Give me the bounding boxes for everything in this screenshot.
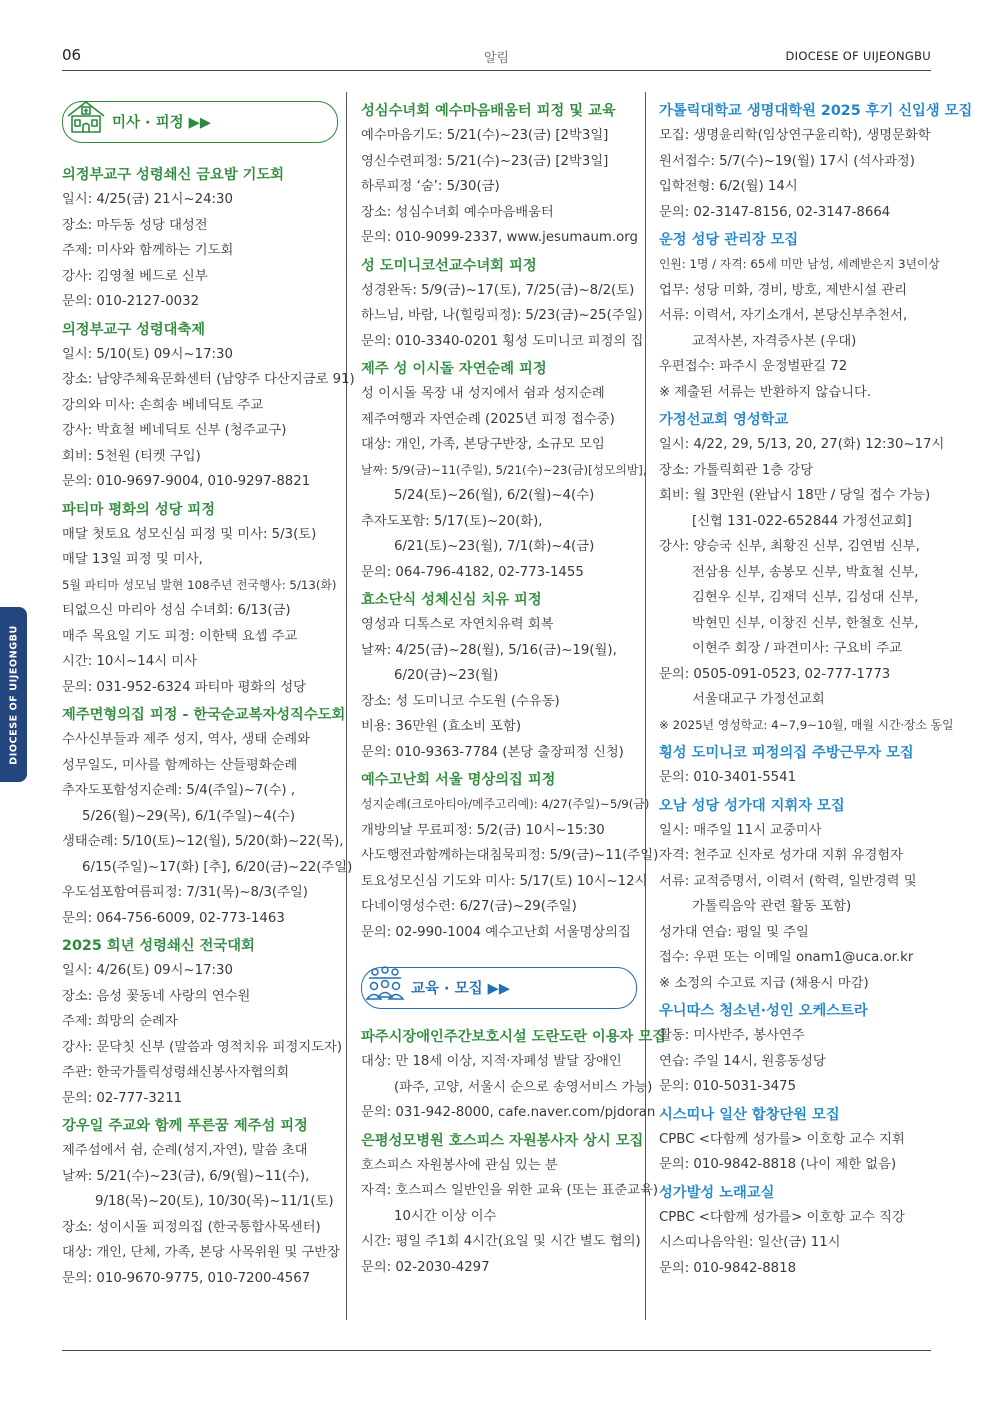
notice-line: 하루피정 ‘숨’: 5/30(금) — [361, 179, 500, 194]
notice-list — [659, 101, 973, 1281]
notice-line: 생태순례: 5/10(토)~12(월), 5/20(화)~22(목), — [62, 834, 344, 849]
notice-line: 주제: 미사와 함께하는 기도회 — [62, 243, 234, 258]
section-label: 알림 — [483, 51, 510, 66]
notice-line: 강의와 미사: 손희송 베네딕토 주교 — [62, 397, 264, 413]
notice-title: 성가발성 노래교실 — [659, 1184, 775, 1201]
notice-line: 매달 첫토요 성모신심 피정 및 미사: 5/3(토) — [62, 526, 317, 542]
notice-line: 문의: 010-3401-5541 — [659, 770, 797, 785]
notice-line: 장소: 음성 꽃동네 사랑의 연수원 — [62, 988, 251, 1004]
notice-line: 일시: 매주일 11시 교중미사 — [659, 822, 822, 838]
notice-line: 회비: 5천원 (티켓 구입) — [62, 448, 201, 464]
notice-section — [659, 410, 954, 738]
education-recruit-banner — [361, 967, 637, 1009]
notice-line: 제주여행과 자연순례 (2025년 피정 접수중) — [361, 411, 615, 427]
notice-title: 제주면형의집 피정 - 한국순교복자성직수도회 — [62, 707, 346, 723]
notice-line: 6/15(주일)~17(화) [추], 6/20(금)~22(주일) — [82, 859, 353, 875]
notice-line: 장소: 성심수녀회 예수마음배움터 — [361, 204, 554, 220]
notice-line: 입학전형: 6/2(월) 14시 — [659, 179, 798, 194]
notice-line: 날짜: 5/9(금)~11(주일), 5/21(수)~23(금)[성모의밤], — [361, 462, 647, 477]
notice-line: 회비: 월 3만원 (완납시 18만 / 당일 접수 가능) — [659, 488, 931, 503]
notice-line: 하느님, 바람, 나(힐링피정): 5/23(금)~25(주일) — [361, 308, 643, 323]
notice-line: 박현민 신부, 이창진 신부, 한철호 신부, — [692, 615, 919, 631]
notice-line: 서류: 이력서, 자기소개서, 본당신부추천서, — [659, 308, 908, 323]
notice-list — [62, 165, 355, 1291]
notice-line: 6/20(금)~23(월) — [394, 668, 499, 683]
notice-line: 주관: 한국가톨릭성령쇄신봉사자협의회 — [62, 1065, 290, 1080]
notice-line: 서류: 교적증명서, 이력서 (학력, 일반경력 및 — [659, 873, 917, 889]
notice-line: 연습: 주일 14시, 원흥동성당 — [659, 1053, 826, 1069]
notice-title: 성심수녀회 예수마음배움터 피정 및 교육 — [361, 103, 616, 119]
notice-section — [62, 165, 338, 315]
notice-line: ※ 제출된 서류는 반환하지 않습니다. — [659, 384, 872, 400]
notice-title: 의정부교구 성령쇄신 금요밤 기도회 — [62, 167, 285, 183]
notice-section — [361, 359, 647, 585]
notice-line: 성무일도, 미사를 함께하는 산들평화순례 — [62, 757, 298, 773]
notice-line: 장소: 남양주체육문화센터 (남양주 다산지금로 91) — [62, 372, 355, 387]
notice-title: 강우일 주교와 함께 푸른꿈 제주섬 피정 — [62, 1118, 308, 1134]
notice-line: 성가대 연습: 평일 및 주일 — [659, 924, 809, 940]
notice-section — [361, 101, 637, 251]
notice-line: 추자도포함성지순례: 5/4(주일)~7(수) , — [62, 783, 296, 798]
notice-title: 효소단식 성체신심 치유 피정 — [361, 592, 542, 608]
people-group-icon — [364, 964, 406, 1004]
notice-line: CPBC <다함께 성가를> 이호항 교수 직강 — [659, 1209, 905, 1225]
notice-title: 예수고난회 서울 명상의집 피정 — [361, 772, 556, 788]
notice-line: 모집: 생명윤리학(임상연구윤리학), 생명문화학 — [659, 128, 931, 143]
notice-title: 은평성모병원 호스피스 자원봉사자 상시 모집 — [361, 1132, 644, 1149]
notice-line: 서울대교구 가정선교회 — [692, 692, 825, 707]
notice-section — [361, 590, 637, 765]
notice-line: 문의: 010-9697-9004, 010-9297-8821 — [62, 474, 311, 489]
notice-line: 장소: 성이시돌 피정의집 (한국통합사목센터) — [62, 1219, 321, 1235]
notice-section — [659, 1183, 934, 1282]
notice-line: 문의: 010-2127-0032 — [62, 294, 200, 309]
notice-section — [361, 770, 659, 945]
notice-line: 주제: 희망의 순례자 — [62, 1014, 178, 1029]
notice-line: 문의: 010-9099-2337, www.jesumaum.org — [361, 230, 638, 245]
notice-line: CPBC <다함께 성가를> 이호항 교수 지휘 — [659, 1131, 905, 1147]
notice-line: 문의: 02-2030-4297 — [361, 1259, 490, 1275]
notice-title: 파티마 평화의 성당 피정 — [62, 501, 216, 518]
notice-line: 우편접수: 파주시 운정벌판길 72 — [659, 359, 848, 374]
mass-retreat-banner — [62, 101, 338, 143]
notice-line: 자격: 호스피스 일반인을 위한 교육 (또는 표준교육) — [361, 1183, 659, 1198]
notice-line: 수사신부들과 제주 성지, 역사, 생태 순례와 — [62, 732, 310, 747]
notice-line: 문의: 02-3147-8156, 02-3147-8664 — [659, 204, 891, 220]
notice-line: 문의: 031-952-6324 파티마 평화의 성당 — [62, 679, 307, 695]
notice-line: 비용: 36만원 (효소비 포함) — [361, 719, 522, 734]
notice-line: 문의: 064-756-6009, 02-773-1463 — [62, 910, 285, 926]
notice-line: 제주섬에서 쉼, 순례(성지,자연), 말씀 초대 — [62, 1143, 308, 1158]
notice-title: 운정 성당 관리장 모집 — [659, 232, 799, 248]
notice-line: 문의: 010-9670-9775, 010-7200-4567 — [62, 1270, 311, 1286]
notice-line: 날짜: 5/21(수)~23(금), 6/9(월)~11(수), — [62, 1168, 310, 1184]
notice-section — [361, 1027, 666, 1126]
notice-line: 문의: 010-9842-8818 — [659, 1260, 797, 1276]
notice-line: 강사: 양승국 신부, 최황진 신부, 김연범 신부, — [659, 539, 920, 554]
notice-line: 장소: 가톨릭회관 1층 강당 — [659, 462, 814, 478]
notice-line: 장소: 성 도미니코 수도원 (수유동) — [361, 693, 560, 709]
notice-section — [62, 936, 343, 1111]
notice-line: (파주, 고양, 서울시 순으로 송영서비스 가능) — [394, 1079, 653, 1095]
notice-line: 5월 파티마 성모님 발현 108주년 전국행사: 5/13(화) — [62, 577, 337, 592]
notice-line: 강사: 문닥칫 신부 (말씀과 영적치유 피정지도자) — [62, 1039, 343, 1055]
notice-line: 추자도포함: 5/17(토)~20(화), — [361, 513, 543, 529]
notice-line: 업무: 성당 미화, 경비, 방호, 제반시설 관리 — [659, 282, 908, 298]
notice-title: 가톨릭대학교 생명대학원 2025 후기 신입생 모집 — [659, 103, 973, 119]
notice-line: 대상: 만 18세 이상, 지적·자폐성 발달 장애인 — [361, 1054, 622, 1069]
notice-line: 다네이영성수련: 6/27(금)~29(주일) — [361, 899, 577, 914]
notice-line: 성지순례(크로아티아/메주고리예): 4/27(주일)~5/9(금) — [361, 797, 650, 811]
notice-line: 매주 목요일 기도 피정: 이한택 요셉 주교 — [62, 628, 298, 644]
notice-section — [62, 320, 355, 495]
notice-list — [361, 1027, 666, 1280]
side-tab-label: DIOCESE OF UIJEONGBU — [8, 624, 19, 765]
notice-section — [361, 1131, 659, 1281]
notice-line: 성 이시돌 목장 내 성지에서 쉼과 성지순례 — [361, 386, 605, 401]
notice-line: 가톨릭음악 관련 활동 포함) — [692, 899, 852, 914]
notice-line: 시스띠나음악원: 일산(금) 11시 — [659, 1235, 841, 1250]
notice-line: 티없으신 마리아 성심 수녀회: 6/13(금) — [62, 603, 291, 618]
notice-line: 성경완독: 5/9(금)~17(토), 7/25(금)~8/2(토) — [361, 282, 635, 298]
notice-line: 문의: 010-5031-3475 — [659, 1079, 797, 1094]
notice-section — [659, 1001, 934, 1100]
notice-line: 대상: 개인, 단체, 가족, 본당 사목위원 및 구반장 — [62, 1245, 340, 1260]
notice-section — [62, 1116, 338, 1291]
notice-line: 호스피스 자원봉사에 관심 있는 분 — [361, 1157, 558, 1173]
notice-line: 접수: 우편 또는 이메일 onam1@uca.or.kr — [659, 950, 914, 965]
notice-line: 일시: 4/26(토) 09시~17:30 — [62, 963, 233, 978]
notice-line: 일시: 4/25(금) 21시~24:30 — [62, 192, 233, 207]
notice-line: 날짜: 4/25(금)~28(월), 5/16(금)~19(월), — [361, 642, 617, 658]
notice-title: 의정부교구 성령대축제 — [62, 321, 206, 338]
side-tab — [0, 607, 27, 782]
notice-line: 강사: 박효철 베네딕토 신부 (청주교구) — [62, 423, 287, 438]
notice-title: 파주시장애인주간보호시설 도란도란 이용자 모집 — [361, 1029, 666, 1045]
notice-title: 2025 희년 성령쇄신 전국대회 — [62, 938, 255, 954]
notice-line: 활동: 미사반주, 봉사연주 — [659, 1028, 805, 1043]
notice-line: 일시: 4/22, 29, 5/13, 20, 27(화) 12:30~17시 — [659, 437, 945, 452]
notice-line: 사도행전과함께하는대침묵피정: 5/9(금)~11(주일) — [361, 848, 659, 863]
notice-title: 시스띠나 일산 합창단원 모집 — [659, 1106, 840, 1123]
notice-line: 6/21(토)~23(월), 7/1(화)~4(금) — [394, 539, 595, 554]
notice-line: 시간: 10시~14시 미사 — [62, 654, 197, 669]
notice-title: 우니따스 청소년·성인 오케스트라 — [659, 1003, 868, 1019]
notice-section — [659, 1105, 934, 1178]
notice-line: 10시간 이상 이수 — [394, 1208, 497, 1224]
notice-line: 개방의날 무료피정: 5/2(금) 10시~15:30 — [361, 822, 605, 838]
footer-rule — [62, 1350, 931, 1351]
notice-line: 매달 13일 피정 및 미사, — [62, 552, 203, 567]
church-icon — [65, 98, 107, 138]
notice-line: 예수마음기도: 5/21(수)~23(금) [2박3일] — [361, 128, 609, 143]
notice-line: 영성과 디톡스로 자연치유력 회복 — [361, 617, 554, 632]
notice-section — [659, 101, 973, 225]
notice-line: 9/18(목)~20(토), 10/30(목)~11/1(토) — [95, 1194, 334, 1209]
notice-line: 영신수련피정: 5/21(수)~23(금) [2박3일] — [361, 153, 609, 169]
notice-line: 교적사본, 자격증사본 (우대) — [692, 333, 857, 349]
diocese-label: DIOCESE OF UIJEONGBU — [785, 49, 931, 63]
notice-line: 원서접수: 5/7(수)~19(월) 17시 (석사과정) — [659, 153, 915, 169]
notice-line: 문의: 064-796-4182, 02-773-1455 — [361, 564, 584, 580]
notice-line: 5/24(토)~26(월), 6/2(월)~4(수) — [394, 488, 595, 503]
notice-line: 문의: 031-942-8000, cafe.naver.com/pjdoran — [361, 1105, 656, 1120]
notice-section — [659, 796, 934, 997]
notice-line: 일시: 5/10(토) 09시~17:30 — [62, 346, 233, 362]
notice-line: 이현주 회장 / 파견미사: 구요비 주교 — [692, 641, 902, 656]
notice-title: 제주 성 이시돌 자연순례 피정 — [361, 361, 547, 377]
notice-title: 가정선교회 영성학교 — [659, 412, 789, 428]
column-2 — [361, 96, 666, 1280]
column-3 — [659, 96, 973, 1281]
notice-line: 장소: 마두동 성당 대성전 — [62, 217, 208, 233]
column-1 — [62, 101, 355, 1291]
notice-title: 오남 성당 성가대 지휘자 모집 — [659, 797, 845, 814]
notice-list — [361, 101, 659, 945]
banner-title: 교육 · 모집 ▶▶ — [411, 981, 510, 997]
notice-line: 문의: 010-3340-0201 횡성 도미니코 피정의 집 — [361, 333, 644, 349]
notice-line: 문의: 02-990-1004 예수고난회 서울명상의집 — [361, 924, 631, 940]
notice-line: 토요성모신심 기도와 미사: 5/17(토) 10시~12시 — [361, 873, 648, 889]
notice-line: 5/26(월)~29(목), 6/1(주일)~4(수) — [82, 808, 296, 824]
page-header — [62, 44, 931, 71]
banner-title: 미사 · 피정 ▶▶ — [112, 115, 211, 131]
notice-line: ※ 소정의 수고료 지급 (채용시 마감) — [659, 975, 869, 991]
notice-line: ※ 2025년 영성학교: 4~7,9~10월, 매월 시간·장소 동일 — [659, 717, 954, 732]
notice-line: 대상: 개인, 가족, 본당구반장, 소규모 모임 — [361, 437, 605, 452]
column-divider — [346, 92, 347, 1320]
column-divider — [645, 92, 646, 1320]
notice-line: 인원: 1명 / 자격: 65세 미만 남성, 세례받은지 3년이상 — [659, 257, 940, 271]
notice-line: 강사: 김영철 베드로 신부 — [62, 268, 208, 284]
notice-section — [659, 230, 940, 405]
notice-line: 김현우 신부, 김재덕 신부, 김성대 신부, — [692, 590, 919, 605]
notice-title: 성 도미니코선교수녀회 피정 — [361, 257, 537, 274]
page-number: 06 — [62, 46, 82, 64]
notice-line: 전삼용 신부, 송봉모 신부, 박효철 신부, — [692, 564, 919, 580]
notice-line: 시간: 평일 주1회 4시간(요일 및 시간 별도 협의) — [361, 1234, 641, 1249]
notice-section — [361, 256, 644, 355]
notice-line: 문의: 010-9363-7784 (본당 출장피정 신청) — [361, 744, 624, 760]
notice-line: 우도섬포함여름피정: 7/31(목)~8/3(주일) — [62, 885, 308, 900]
notice-section — [62, 500, 338, 701]
notice-line: 문의: 010-9842-8818 (나이 제한 없음) — [659, 1157, 897, 1172]
notice-line: [신협 131-022-652844 가정선교회] — [692, 513, 912, 529]
notice-line: 문의: 0505-091-0523, 02-777-1773 — [659, 666, 891, 682]
notice-line: 문의: 02-777-3211 — [62, 1090, 183, 1106]
notice-title: 횡성 도미니코 피정의집 주방근무자 모집 — [659, 745, 914, 761]
notice-section — [62, 705, 353, 931]
notice-line: 자격: 천주교 신자로 성가대 지휘 유경험자 — [659, 848, 903, 863]
notice-section — [659, 743, 934, 791]
